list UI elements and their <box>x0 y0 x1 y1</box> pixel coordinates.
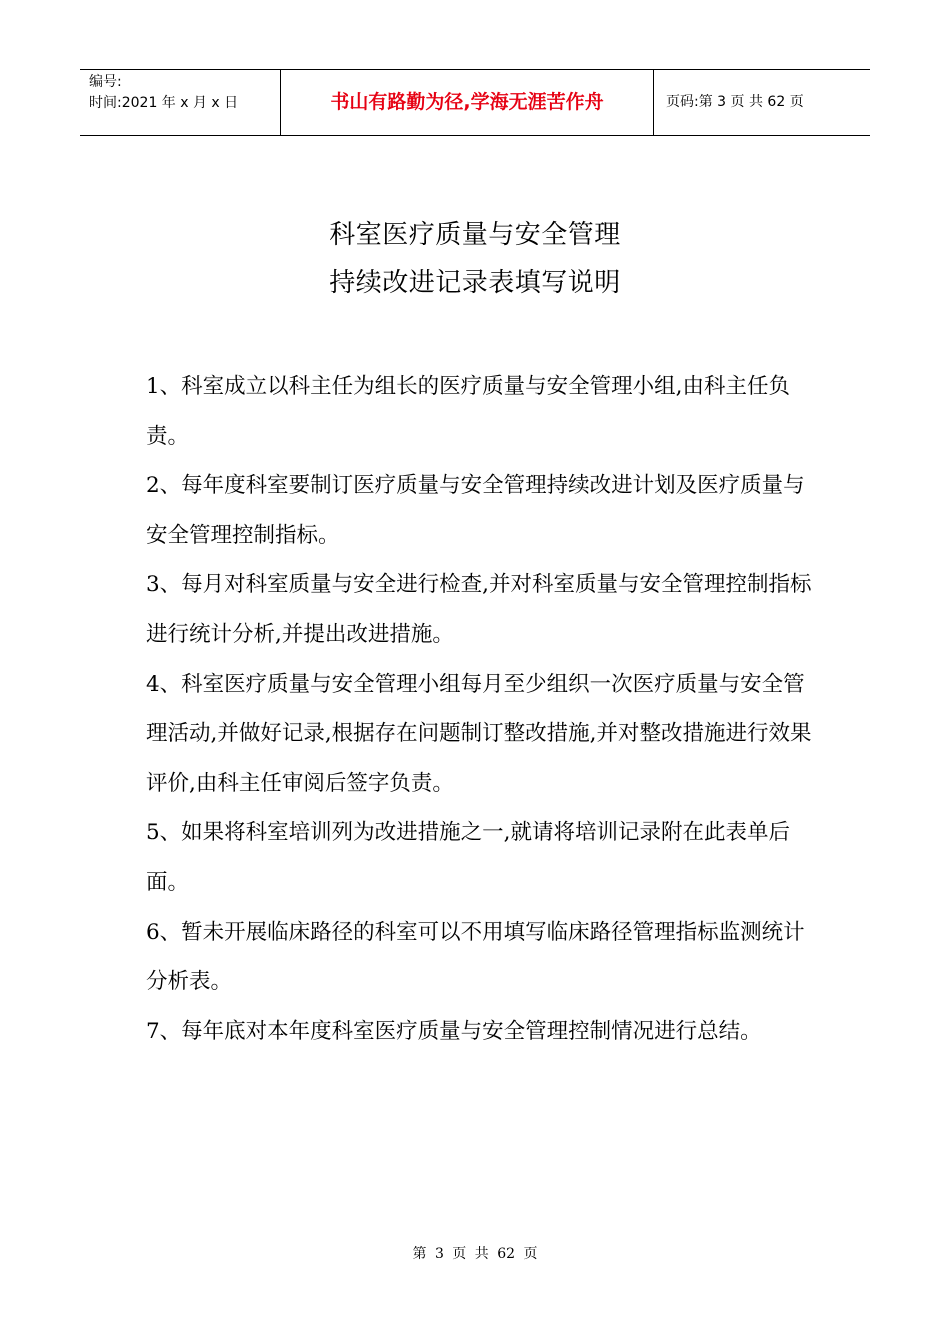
page-footer: 第 3 页 共 62 页 <box>412 1246 538 1262</box>
time-label: 时间:2021 年 x 月 x 日 <box>89 95 239 111</box>
page-title-line-2: 持续改进记录表填写说明 <box>329 268 621 298</box>
instruction-item-7: 7、每年底对本年度科室医疗质量与安全管理控制情况进行总结。 <box>146 1018 762 1044</box>
header-meta-cell <box>80 70 281 135</box>
page-title-line-1: 科室医疗质量与安全管理 <box>329 220 621 250</box>
header-motto: 书山有路勤为径,学海无涯苦作舟 <box>281 70 654 135</box>
instruction-item-3: 3、每月对科室质量与安全进行检查,并对科室质量与安全管理控制指标进行统计分析,并提出改进措施。 <box>146 572 812 647</box>
instruction-item-1: 1、科室成立以科主任为组长的医疗质量与安全管理小组,由科主任负责。 <box>146 374 791 449</box>
instructions-list <box>146 362 826 1056</box>
instruction-item-2: 2、每年度科室要制订医疗质量与安全管理持续改进计划及医疗质量与安全管理控制指标。 <box>146 473 805 548</box>
document-header <box>80 69 870 136</box>
instruction-item-4: 4、科室医疗质量与安全管理小组每月至少组织一次医疗质量与安全管理活动,并做好记录,根据存在问题制订整改措施,并对整改措施进行效果评价,由科主任审阅后签字负责。 <box>146 671 812 796</box>
doc-number-label: 编号: <box>89 74 122 90</box>
instruction-item-6: 6、暂未开展临床路径的科室可以不用填写临床路径管理指标监测统计分析表。 <box>146 919 805 995</box>
header-page-info: 页码:第 3 页 共 62 页 <box>666 94 804 110</box>
instruction-item-5: 5、如果将科室培训列为改进措施之一,就请将培训记录附在此表单后面。 <box>146 820 791 895</box>
